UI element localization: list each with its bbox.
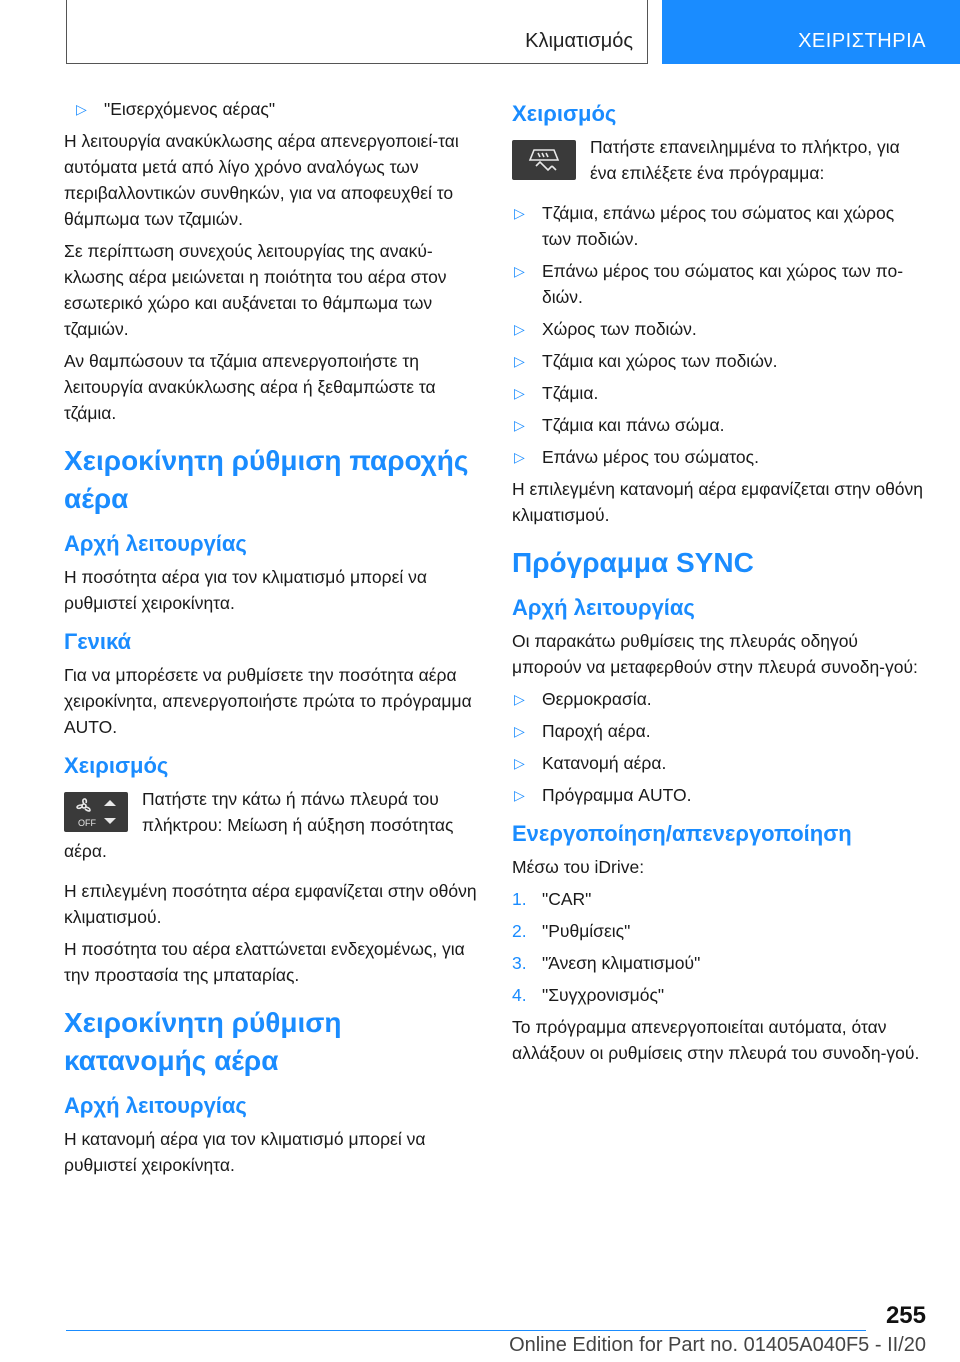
operation-block: [64, 786, 480, 870]
distribution-program-list: [512, 200, 928, 470]
footer-divider: [66, 1330, 866, 1331]
header-chapter-title: ΧΕΙΡΙΣΤΗΡΙΑ: [798, 30, 926, 52]
list-item: [512, 258, 928, 310]
list-item: [512, 380, 928, 406]
section-heading: Χειροκίνητη ρύθμιση κατανομής αέρα: [64, 1007, 342, 1076]
list-item-text: Τζάμια.: [542, 383, 599, 403]
list-item: [74, 96, 480, 122]
paragraph: Οι παρακάτω ρυθμίσεις της πλευράς οδηγού μπορούν να μεταφερθούν στην πλευρά συνοδη-γού:: [512, 631, 918, 677]
list-item-text: Τζάμια και πάνω σώμα.: [542, 415, 725, 435]
idrive-steps-list: [512, 886, 928, 1008]
paragraph: Αν θαμπώσουν τα τζάμια απενεργοποιήστε τη λειτουργία ανακύκλωσης αέρα ή ξεθαμπώστε τα τζάμια.: [64, 351, 436, 423]
list-item: [512, 750, 928, 776]
section-heading: Πρόγραμμα SYNC: [512, 547, 754, 578]
step-number: 1.: [512, 889, 527, 909]
paragraph: Μέσω του iDrive:: [512, 857, 645, 877]
list-item: [512, 718, 928, 744]
list-item: [512, 316, 928, 342]
triangle-right-icon: ▷: [514, 321, 525, 337]
left-column: [64, 96, 480, 1184]
subsection-heading: Αρχή λειτουργίας: [64, 1093, 247, 1118]
list-item: [512, 200, 928, 252]
step-item: [512, 982, 928, 1008]
step-text: "CAR": [542, 889, 592, 909]
step-item: [512, 886, 928, 912]
triangle-right-icon: ▷: [514, 205, 525, 221]
right-column: [512, 96, 928, 1072]
subsection-heading: Αρχή λειτουργίας: [512, 595, 695, 620]
list-item-text: Τζάμια και χώρος των ποδιών.: [542, 351, 778, 371]
list-item: [512, 444, 928, 470]
list-item: [512, 412, 928, 438]
triangle-right-icon: ▷: [514, 385, 525, 401]
list-item: [512, 782, 928, 808]
step-text: "Ρυθμίσεις": [542, 921, 631, 941]
footer-edition: Online Edition for Part no. 01405A040F5 - II/20: [509, 1334, 926, 1356]
list-item-text: Επάνω μέρος του σώματος.: [542, 447, 759, 467]
step-text: "Συγχρονισμός": [542, 985, 665, 1005]
step-text: "Άνεση κλιματισμού": [542, 953, 701, 973]
list-item-text: Παροχή αέρα.: [542, 721, 651, 741]
paragraph: Η επιλεγμένη ποσότητα αέρα εμφανίζεται στην οθόνη κλιματισμού.: [64, 881, 477, 927]
triangle-right-icon: ▷: [514, 723, 525, 739]
paragraph: Για να μπορέσετε να ρυθμίσετε την ποσότητα αέρα χειροκίνητα, απενεργοποιήστε πρώτα το πρόγραμμα AUTO.: [64, 665, 472, 737]
air-distribution-button-icon: [512, 140, 576, 180]
triangle-right-icon: ▷: [76, 101, 87, 117]
subsection-heading: Χειρισμός: [512, 101, 617, 126]
svg-text:OFF: OFF: [78, 818, 96, 828]
list-item-text: Χώρος των ποδιών.: [542, 319, 697, 339]
triangle-right-icon: ▷: [514, 787, 525, 803]
paragraph: Η ποσότητα αέρα για τον κλιματισμό μπορεί να ρυθμιστεί χειροκίνητα.: [64, 567, 427, 613]
header-section-tab: [66, 0, 648, 64]
paragraph: Πατήστε την κάτω ή πάνω πλευρά του πλήκτρου: Μείωση ή αύξηση ποσότητας αέρα.: [64, 789, 454, 861]
list-item-text: "Εισερχόμενος αέρας": [104, 99, 276, 119]
list-item: [512, 686, 928, 712]
header-chapter-tab: [662, 0, 960, 64]
list-item-text: Πρόγραμμα AUTO.: [542, 785, 692, 805]
sync-settings-list: [512, 686, 928, 808]
list-item-text: Θερμοκρασία.: [542, 689, 652, 709]
step-item: [512, 950, 928, 976]
paragraph: Η ποσότητα του αέρα ελαττώνεται ενδεχομένως, για την προστασία της μπαταρίας.: [64, 939, 465, 985]
paragraph: Πατήστε επανειλημμένα το πλήκτρο, για ένα επιλέξετε ένα πρόγραμμα:: [590, 137, 900, 183]
paragraph: Σε περίπτωση συνεχούς λειτουργίας της ανακύ-κλωσης αέρα μειώνεται η ποιότητα του αέρα στον εσωτερικό χώρο και αυξάνεται το θάμπωμα των τζαμιών.: [64, 241, 447, 339]
page-number: 255: [885, 1302, 926, 1329]
paragraph: Το πρόγραμμα απενεργοποιείται αυτόματα, όταν αλλάξουν οι ρυθμίσεις στην πλευρά του συνοδη-γού.: [512, 1017, 920, 1063]
paragraph: Η επιλεγμένη κατανομή αέρα εμφανίζεται στην οθόνη κλιματισμού.: [512, 479, 924, 525]
step-number: 4.: [512, 985, 527, 1005]
section-heading: Χειροκίνητη ρύθμιση παροχής αέρα: [64, 445, 469, 514]
operation-block: [512, 134, 928, 192]
list-item-text: Επάνω μέρος του σώματος και χώρος των πο-διών.: [542, 261, 904, 307]
triangle-right-icon: ▷: [514, 691, 525, 707]
subsection-heading: Χειρισμός: [64, 753, 169, 778]
triangle-right-icon: ▷: [514, 263, 525, 279]
step-item: [512, 918, 928, 944]
step-number: 3.: [512, 953, 527, 973]
fan-off-button-icon: [64, 792, 128, 832]
list-item-text: Τζάμια, επάνω μέρος του σώματος και χώρος των ποδιών.: [542, 203, 895, 249]
subsection-heading: Ενεργοποίηση/απενεργοποίηση: [512, 821, 852, 846]
triangle-right-icon: ▷: [514, 449, 525, 465]
paragraph: Η λειτουργία ανακύκλωσης αέρα απενεργοποιεί-ται αυτόματα μετά από λίγο χρόνο αναλόγως των περιβαλλοντικών συνθηκών, για να αποφευχθεί το θάμπωμα των τζαμιών.: [64, 131, 459, 229]
triangle-right-icon: ▷: [514, 353, 525, 369]
subsection-heading: Γενικά: [64, 629, 132, 654]
triangle-right-icon: ▷: [514, 417, 525, 433]
triangle-right-icon: ▷: [514, 755, 525, 771]
paragraph: Η κατανομή αέρα για τον κλιματισμό μπορεί να ρυθμιστεί χειροκίνητα.: [64, 1129, 426, 1175]
intro-bullet-list: [64, 96, 480, 122]
list-item: [512, 348, 928, 374]
header-section-title: Κλιματισμός: [525, 30, 633, 52]
list-item-text: Κατανομή αέρα.: [542, 753, 667, 773]
step-number: 2.: [512, 921, 527, 941]
subsection-heading: Αρχή λειτουργίας: [64, 531, 247, 556]
